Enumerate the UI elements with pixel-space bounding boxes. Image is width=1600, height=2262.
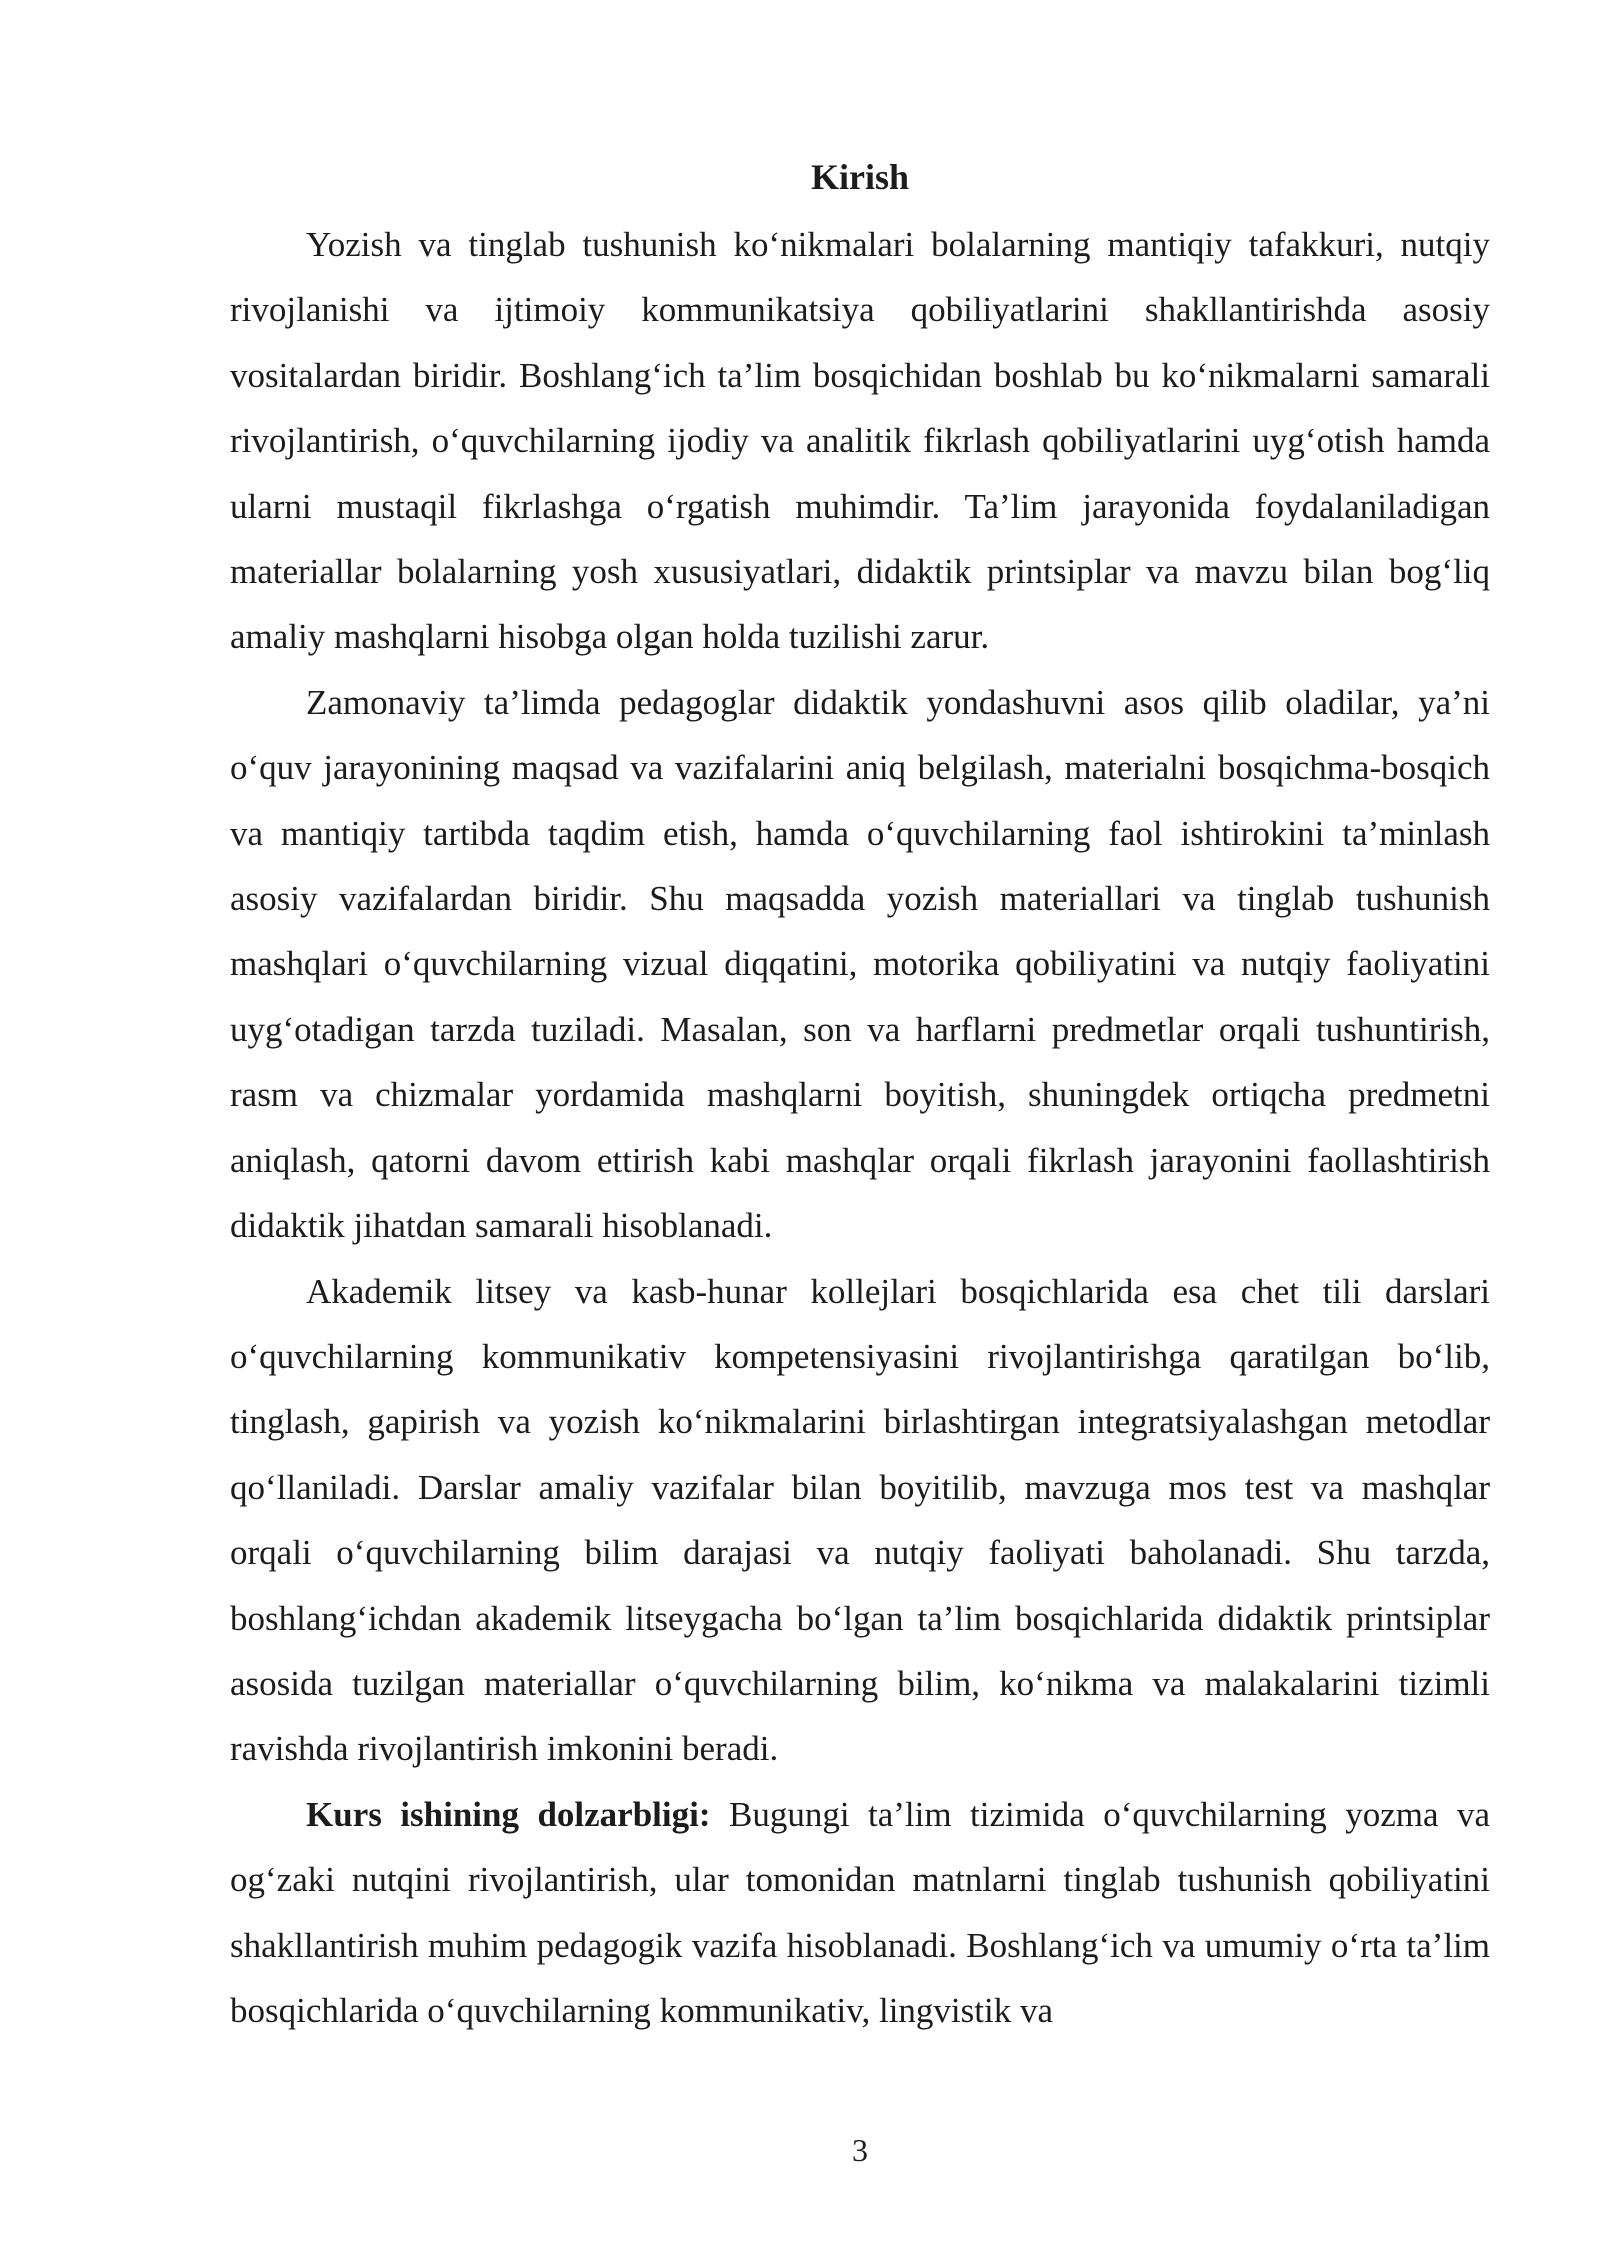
section-title: Kirish xyxy=(810,157,909,197)
paragraph-3 xyxy=(230,1259,1490,1782)
paragraph-1 xyxy=(230,212,1490,670)
paragraph-4-lead: Kurs ishining dolzarbligi: xyxy=(306,1794,711,1834)
page-number: 3 xyxy=(852,2132,868,2168)
paragraph-4 xyxy=(230,1782,1490,2044)
document-page xyxy=(230,150,1490,2043)
paragraph-4-text: Bugungi ta’lim tizimida o‘quvchilarning yozma va og‘zaki nutqini rivojlantirish, ular tomonidan matnlarni tinglab tushunish qobiliyatini shakllantirish muhim pedagogik vazifa hisoblanadi. Boshlang‘ich va umumiy o‘rta ta’lim bosqichlarida o‘quvchilarning kommunikativ, lingvistik va xyxy=(230,1794,1490,2030)
paragraph-2-text: Zamonaviy ta’limda pedagoglar didaktik yondashuvni asos qilib oladilar, ya’ni o‘quv jarayonining maqsad va vazifalarini aniq belgilash, materialni bosqichma-bosqich va mantiqiy tartibda taqdim etish, hamda o‘quvchilarning faol ishtirokini ta’minlash asosiy vazifalardan biridir. Shu maqsadda yozish materiallari va tinglab tushunish mashqlari o‘quvchilarning vizual diqqatini, motorika qobiliyatini va nutqiy faoliyatini uyg‘otadigan tarzda tuziladi. Masalan, son va harflarni predmetlar orqali tushuntirish, rasm va chizmalar yordamida mashqlarni boyitish, shuningdek ortiqcha predmetni aniqlash, qatorni davom ettirish kabi mashqlar orqali fikrlash jarayonini faollashtirish didaktik jihatdan samarali hisoblanadi. xyxy=(230,682,1490,1246)
paragraph-3-text: Akademik litsey va kasb-hunar kollejlari bosqichlarida esa chet tili darslari o‘quvchilarning kommunikativ kompetensiyasini rivojlantirishga qaratilgan bo‘lib, tinglash, gapirish va yozish ko‘nikmalarini birlashtirgan integratsiyalashgan metodlar qo‘llaniladi. Darslar amaliy vazifalar bilan boyitilib, mavzuga mos test va mashqlar orqali o‘quvchilarning bilim darajasi va nutqiy faoliyati baholanadi. Shu tarzda, boshlang‘ichdan akademik litseygacha bo‘lgan ta’lim bosqichlarida didaktik printsiplar asosida tuzilgan materiallar o‘quvchilarning bilim, ko‘nikma va malakalarini tizimli ravishda rivojlantirish imkonini beradi. xyxy=(230,1271,1490,1769)
paragraph-1-text: Yozish va tinglab tushunish ko‘nikmalari bolalarning mantiqiy tafakkuri, nutqiy rivojlanishi va ijtimoiy kommunikatsiya qobiliyatlarini shakllantirishda asosiy vositalardan biridir. Boshlang‘ich ta’lim bosqichidan boshlab bu ko‘nikmalarni samarali rivojlantirish, o‘quvchilarning ijodiy va analitik fikrlash qobiliyatlarini uyg‘otish hamda ularni mustaqil fikrlashga o‘rgatish muhimdir. Ta’lim jarayonida foydalaniladigan materiallar bolalarning yosh xususiyatlari, didaktik printsiplar va mavzu bilan bog‘liq amaliy mashqlarni hisobga olgan holda tuzilishi zarur. xyxy=(230,225,1490,657)
paragraph-2 xyxy=(230,670,1490,1259)
